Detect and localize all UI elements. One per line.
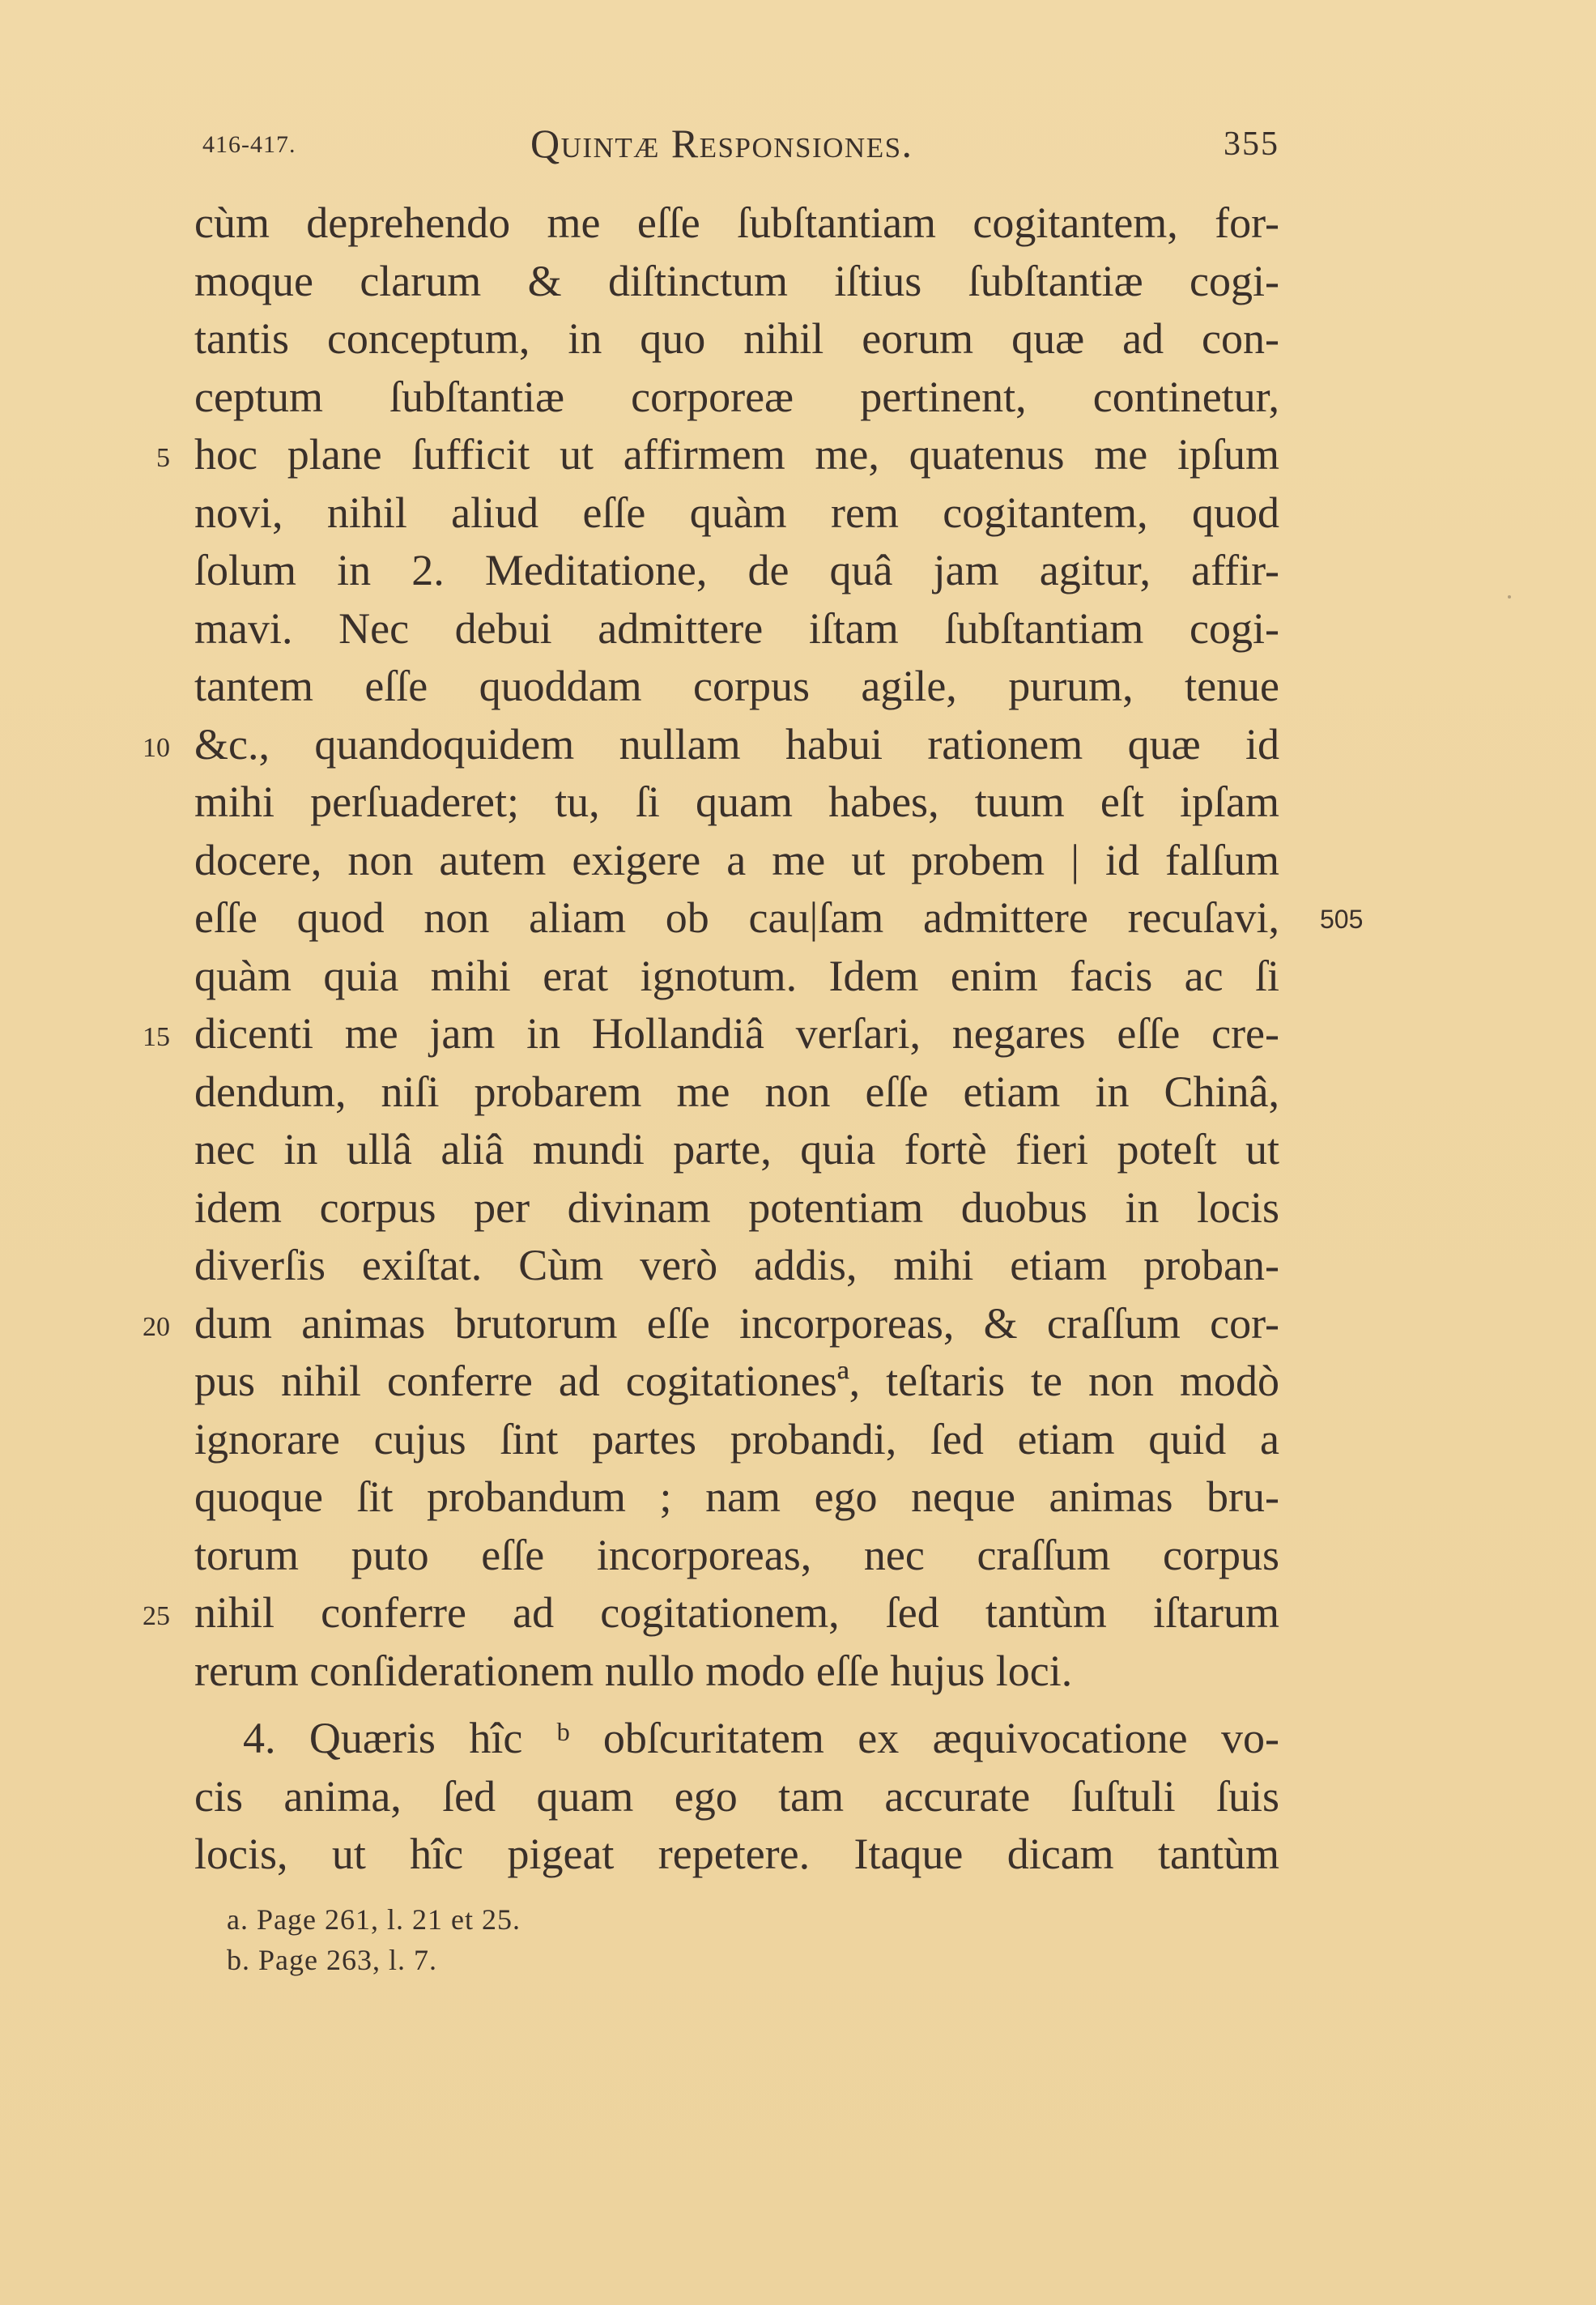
text-line bbox=[194, 658, 1279, 716]
line-text: cis anima, ſed quam ego tam accurate ſuſtuli ſuis bbox=[194, 1771, 1279, 1821]
line-text: &c., quandoquidem nullam habui rationem quæ id bbox=[194, 719, 1279, 769]
line-text: torum puto eſſe incorporeas, nec craſſum corpus bbox=[194, 1530, 1279, 1579]
text-line bbox=[194, 310, 1279, 369]
line-text: 4. Quæris hîc ᵇ obſcuritatem ex æquivocatione vo- bbox=[243, 1714, 1279, 1762]
line-number: 15 bbox=[143, 1022, 170, 1052]
line-text: nec in ullâ aliâ mundi parte, quia fortè fieri poteſt ut bbox=[194, 1125, 1279, 1174]
margin-ref: 505 bbox=[1320, 905, 1364, 934]
running-header bbox=[194, 120, 1279, 168]
line-number: 25 bbox=[143, 1601, 170, 1631]
line-text: dicenti me jam in Hollandiâ verſari, negares eſſe cre- bbox=[194, 1009, 1279, 1058]
text-line bbox=[194, 542, 1279, 600]
text-line bbox=[194, 1710, 1279, 1768]
text-line bbox=[194, 1768, 1279, 1826]
text-line bbox=[194, 600, 1279, 658]
line-text: idem corpus per divinam potentiam duobus in locis bbox=[194, 1182, 1279, 1232]
line-text: tantis conceptum, in quo nihil eorum quæ ad con- bbox=[194, 314, 1279, 363]
line-text: ceptum ſubſtantiæ corporeæ pertinent, continetur, bbox=[194, 372, 1279, 421]
line-text: hoc plane ſufficit ut affirmem me, quatenus me ipſum bbox=[194, 430, 1279, 479]
text-line bbox=[194, 1642, 1279, 1701]
text-line bbox=[194, 948, 1279, 1006]
line-text: cùm deprehendo me eſſe ſubſtantiam cogitantem, for- bbox=[194, 198, 1279, 247]
line-number: 5 bbox=[156, 443, 170, 473]
text-line bbox=[194, 1527, 1279, 1585]
line-text: locis, ut hîc pigeat repetere. Itaque dicam tantùm bbox=[194, 1830, 1279, 1878]
text-line bbox=[194, 369, 1279, 427]
line-number: 10 bbox=[143, 732, 170, 763]
text-line bbox=[194, 1237, 1279, 1295]
line-text: tantem eſſe quoddam corpus agile, purum, tenue bbox=[194, 662, 1279, 710]
text-line bbox=[194, 832, 1279, 890]
line-text: dendum, niſi probarem me non eſſe etiam in Chinâ, bbox=[194, 1067, 1279, 1116]
page-number: 355 bbox=[1224, 126, 1279, 163]
text-line bbox=[143, 1584, 1279, 1642]
page-range: 416-417. bbox=[202, 131, 296, 158]
running-title: Quintæ Responsiones. bbox=[530, 121, 913, 166]
line-text: rerum conſiderationem nullo modo eſſe hujus loci. bbox=[194, 1646, 1073, 1695]
footnote-a: a. Page 261, l. 21 et 25. bbox=[227, 1903, 521, 1936]
paper-speck bbox=[1508, 595, 1511, 599]
text-line bbox=[143, 1295, 1279, 1353]
text-line bbox=[194, 1826, 1279, 1884]
text-line bbox=[143, 1005, 1279, 1063]
line-text: mihi perſuaderet; tu, ſi quam habes, tuum eſt ipſam bbox=[194, 778, 1279, 826]
text-line bbox=[194, 889, 1364, 948]
line-text: pus nihil conferre ad cogitationesª, teſtaris te non modò bbox=[194, 1357, 1279, 1405]
footnote-b: b. Page 263, l. 7. bbox=[227, 1944, 437, 1976]
line-number: 20 bbox=[143, 1311, 170, 1342]
line-text: moque clarum & diſtinctum iſtius ſubſtantiæ cogi- bbox=[194, 256, 1279, 305]
text-line bbox=[194, 1411, 1279, 1469]
text-line bbox=[194, 1468, 1279, 1527]
text-line bbox=[194, 1063, 1279, 1122]
text-line bbox=[194, 1353, 1279, 1411]
line-text: docere, non autem exigere a me ut probem | id falſum bbox=[194, 835, 1279, 884]
line-text: nihil conferre ad cogitationem, ſed tantùm iſtarum bbox=[194, 1588, 1279, 1637]
text-line bbox=[194, 773, 1279, 832]
text-line bbox=[194, 253, 1279, 311]
line-text: quoque ſit probandum ; nam ego neque animas bru- bbox=[194, 1472, 1279, 1521]
line-text: diverſis exiſtat. Cùm verò addis, mihi etiam proban- bbox=[194, 1241, 1279, 1289]
text-line bbox=[194, 1121, 1279, 1179]
line-text: dum animas brutorum eſſe incorporeas, & craſſum cor- bbox=[194, 1298, 1279, 1348]
footnotes bbox=[227, 1899, 521, 1980]
paragraph-gap bbox=[194, 1700, 1279, 1710]
text-line bbox=[143, 716, 1279, 774]
main-text bbox=[143, 194, 1364, 1884]
line-text: ignorare cujus ſint partes probandi, ſed etiam quid a bbox=[194, 1414, 1279, 1464]
text-line bbox=[156, 426, 1279, 484]
line-text: ſolum in 2. Meditatione, de quâ jam agitur, affir- bbox=[194, 546, 1279, 594]
line-text: mavi. Nec debui admittere iſtam ſubſtantiam cogi- bbox=[194, 603, 1279, 653]
text-line bbox=[194, 1179, 1279, 1238]
line-text: novi, nihil aliud eſſe quàm rem cogitantem, quod bbox=[194, 488, 1279, 537]
text-line bbox=[194, 194, 1279, 253]
line-text: quàm quia mihi erat ignotum. Idem enim facis ac ſi bbox=[194, 951, 1279, 1000]
line-text: eſſe quod non aliam ob cau|ſam admittere recuſavi, bbox=[194, 893, 1279, 942]
text-line bbox=[194, 484, 1279, 543]
